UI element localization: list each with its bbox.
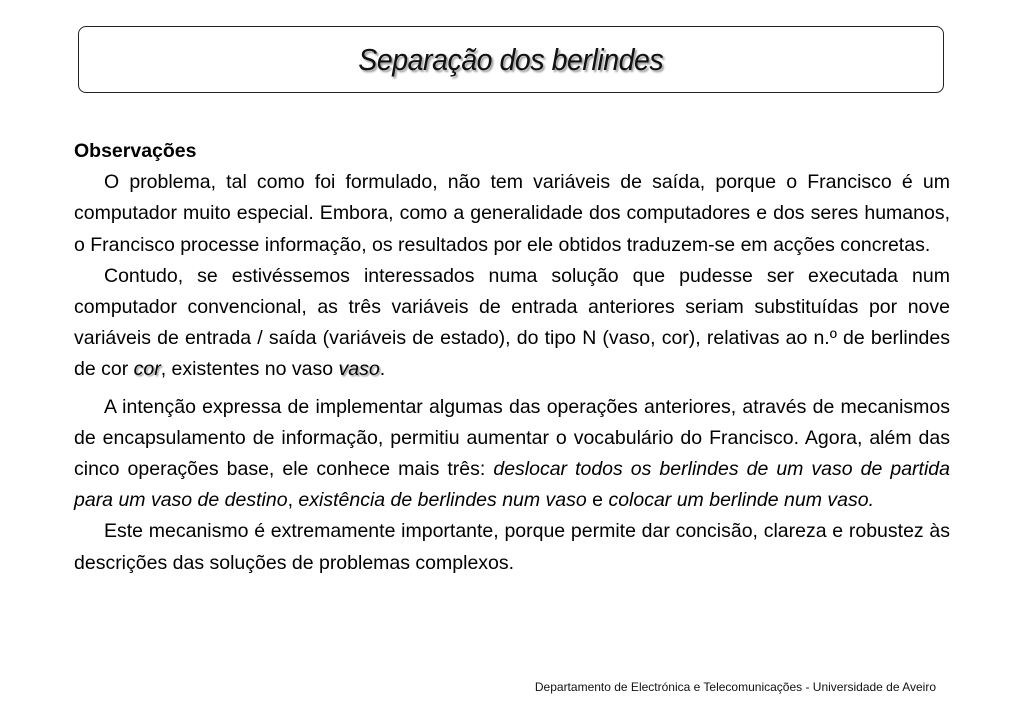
paragraph-2-text-c: . xyxy=(379,358,386,381)
paragraph-3-end: . xyxy=(868,489,874,512)
title-box xyxy=(78,26,944,93)
footer-text: Departamento de Electrónica e Telecomunicações - Universidade de Aveiro xyxy=(534,680,936,694)
paragraph-2-text-b: , existentes no vaso xyxy=(160,358,339,381)
page-title: Separação dos berlindes xyxy=(358,41,664,77)
paragraph-3-sep-1: , xyxy=(287,489,299,512)
paragraph-3-text-a: A intenção expressa de implementar algumas das operações anteriores, através de mecanismos de encapsulamento de informação, permitiu aumentar o vocabulário do Francisco. Agora, além das cinco operações base, ele conhece mais três: xyxy=(74,395,950,481)
operation-existencia: existência de berlindes num vaso xyxy=(298,489,587,512)
paragraph-1: O problema, tal como foi formulado, não tem variáveis de saída, porque o Francisco é um computador muito especial. Embora, como a generalidade dos computadores e dos seres humanos, o Francisco processe informação, os resultados por ele obtidos traduzem-se em acções concretas. xyxy=(74,171,950,256)
emphasis-cor: cor xyxy=(133,358,161,381)
paragraph-2-text-a: Contudo, se estivéssemos interessados numa solução que pudesse ser executada num computador convencional, as três variáveis de entrada anteriores seriam substituídas por nove variáveis de entrada / saída (variáveis de estado), do tipo N (vaso, cor), relativas ao n.º de berlindes de cor xyxy=(74,264,950,381)
paragraph-4: Este mecanismo é extremamente importante, porque permite dar concisão, clareza e robustez às descrições das soluções de problemas complexos. xyxy=(74,520,950,574)
emphasis-vaso: vaso xyxy=(338,358,380,381)
operation-colocar: colocar um berlinde num vaso xyxy=(608,489,869,512)
paragraph-3 xyxy=(74,392,950,517)
paragraph-2 xyxy=(74,261,950,386)
section-heading: Observações xyxy=(74,140,197,162)
main-content xyxy=(74,136,950,579)
operation-deslocar: deslocar todos os berlindes de um vaso de partida para um vaso de destino xyxy=(74,458,950,512)
paragraph-3-sep-2: e xyxy=(586,489,609,512)
